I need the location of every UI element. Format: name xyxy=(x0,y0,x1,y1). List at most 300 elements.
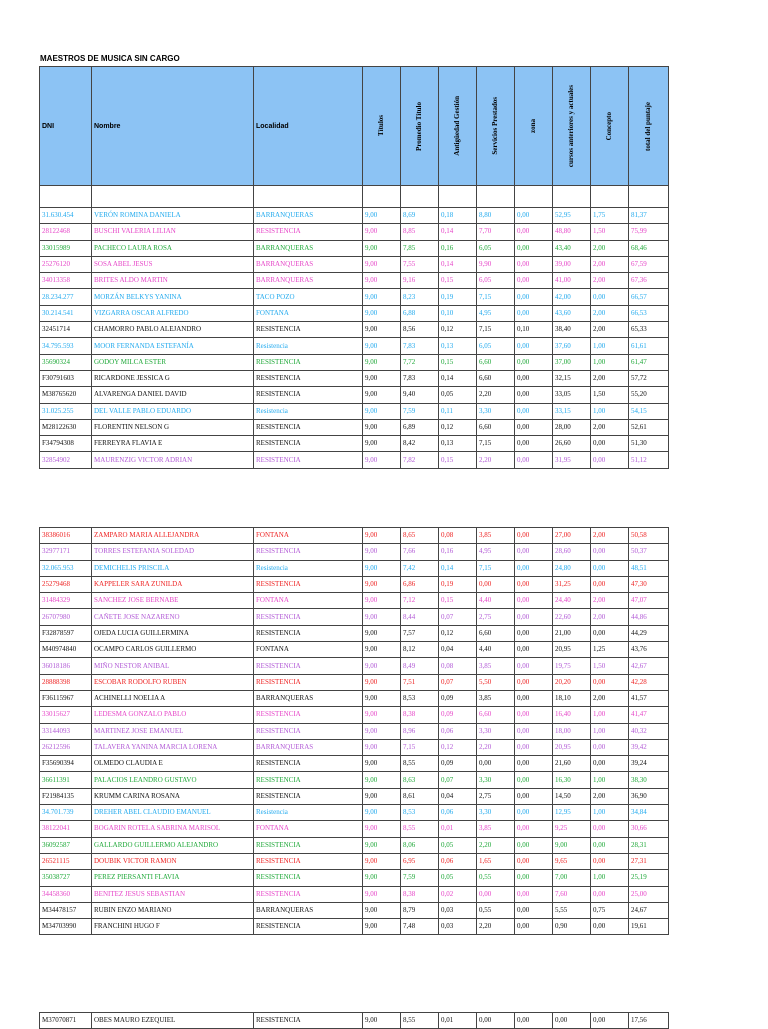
concepto-cell: 0,00 xyxy=(591,919,629,935)
cursos-cell: 43,60 xyxy=(553,305,591,321)
servicios-cell: 2,75 xyxy=(477,788,515,804)
concepto-cell: 1,00 xyxy=(591,354,629,370)
cursos-cell: 28,60 xyxy=(553,544,591,560)
servicios-cell: 4,95 xyxy=(477,305,515,321)
nombre-cell: SANCHEZ JOSE BERNABE xyxy=(92,593,254,609)
nombre-cell: MOOR FERNANDA ESTEFANÍA xyxy=(92,338,254,354)
total-cell: 52,61 xyxy=(629,419,669,435)
nombre-cell: FERREYRA FLAVIA E xyxy=(92,436,254,452)
titulos-cell: 9,00 xyxy=(363,739,401,755)
dni-cell: 32451714 xyxy=(40,322,92,338)
localidad-cell: RESISTENCIA xyxy=(254,419,363,435)
cursos-cell: 0,00 xyxy=(553,1013,591,1029)
table-row xyxy=(40,870,669,886)
dni-cell: 28888398 xyxy=(40,674,92,690)
titulos-cell: 9,00 xyxy=(363,674,401,690)
nombre-cell: LEDESMA GONZALO PABLO xyxy=(92,707,254,723)
titulos-cell: 9,00 xyxy=(363,609,401,625)
total-cell: 27,31 xyxy=(629,853,669,869)
dni-cell: 32.065.953 xyxy=(40,560,92,576)
nombre-cell: KAPPELER SARA ZUNILDA xyxy=(92,576,254,592)
empty-cell xyxy=(363,186,401,208)
nombre-cell: BRITES ALDO MARTIN xyxy=(92,273,254,289)
dni-cell: F34794308 xyxy=(40,436,92,452)
localidad-cell: BARRANQUERAS xyxy=(254,739,363,755)
promedio-cell: 8,06 xyxy=(401,837,439,853)
header-antiguedad-gestion: Antigüedad Gestión xyxy=(439,67,477,186)
cursos-cell: 9,00 xyxy=(553,837,591,853)
localidad-cell: BARRANQUERAS xyxy=(254,273,363,289)
servicios-cell: 1,65 xyxy=(477,853,515,869)
antiguedad-cell: 0,12 xyxy=(439,625,477,641)
concepto-cell: 1,00 xyxy=(591,338,629,354)
empty-cell xyxy=(477,186,515,208)
cursos-cell: 43,40 xyxy=(553,240,591,256)
localidad-cell: RESISTENCIA xyxy=(254,886,363,902)
titulos-cell: 9,00 xyxy=(363,625,401,641)
promedio-cell: 7,42 xyxy=(401,560,439,576)
concepto-cell: 0,00 xyxy=(591,625,629,641)
cursos-cell: 31,25 xyxy=(553,576,591,592)
titulos-cell: 9,00 xyxy=(363,902,401,918)
table-row xyxy=(40,240,669,256)
localidad-cell: FONTANA xyxy=(254,528,363,544)
titulos-cell: 9,00 xyxy=(363,1013,401,1029)
localidad-cell: RESISTENCIA xyxy=(254,919,363,935)
empty-cell xyxy=(439,186,477,208)
titulos-cell: 9,00 xyxy=(363,707,401,723)
zona-cell: 0,00 xyxy=(515,208,553,224)
zona-cell: 0,00 xyxy=(515,576,553,592)
antiguedad-cell: 0,07 xyxy=(439,609,477,625)
zona-cell: 0,00 xyxy=(515,739,553,755)
promedio-cell: 8,61 xyxy=(401,788,439,804)
table-row xyxy=(40,436,669,452)
servicios-cell: 2,20 xyxy=(477,837,515,853)
antiguedad-cell: 0,06 xyxy=(439,723,477,739)
nombre-cell: CAÑETE JOSE NAZARENO xyxy=(92,609,254,625)
antiguedad-cell: 0,03 xyxy=(439,902,477,918)
zona-cell: 0,00 xyxy=(515,902,553,918)
table-row xyxy=(40,354,669,370)
antiguedad-cell: 0,07 xyxy=(439,772,477,788)
zona-cell: 0,00 xyxy=(515,387,553,403)
cursos-cell: 21,00 xyxy=(553,625,591,641)
empty-cell xyxy=(629,186,669,208)
zona-cell: 0,00 xyxy=(515,560,553,576)
nombre-cell: BUSCHI VALERIA LILIAN xyxy=(92,224,254,240)
titulos-cell: 9,00 xyxy=(363,387,401,403)
table-row xyxy=(40,322,669,338)
promedio-cell: 7,59 xyxy=(401,870,439,886)
promedio-cell: 7,15 xyxy=(401,739,439,755)
servicios-cell: 7,70 xyxy=(477,224,515,240)
total-cell: 61,47 xyxy=(629,354,669,370)
nombre-cell: PALACIOS LEANDRO GUSTAVO xyxy=(92,772,254,788)
page-title: MAESTROS DE MUSICA SIN CARGO xyxy=(40,54,180,63)
table-row xyxy=(40,902,669,918)
servicios-cell: 3,30 xyxy=(477,723,515,739)
zona-cell: 0,00 xyxy=(515,593,553,609)
concepto-cell: 2,00 xyxy=(591,788,629,804)
concepto-cell: 0,00 xyxy=(591,436,629,452)
servicios-cell: 3,85 xyxy=(477,821,515,837)
dni-cell: F30791603 xyxy=(40,370,92,386)
dni-cell: 31.630.454 xyxy=(40,208,92,224)
total-cell: 44,86 xyxy=(629,609,669,625)
localidad-cell: FONTANA xyxy=(254,821,363,837)
table-row xyxy=(40,544,669,560)
titulos-cell: 9,00 xyxy=(363,452,401,468)
zona-cell: 0,00 xyxy=(515,452,553,468)
localidad-cell: RESISTENCIA xyxy=(254,1013,363,1029)
antiguedad-cell: 0,06 xyxy=(439,853,477,869)
promedio-cell: 8,12 xyxy=(401,642,439,658)
dni-cell: 25276120 xyxy=(40,256,92,272)
dni-cell: 26707980 xyxy=(40,609,92,625)
concepto-cell: 1,75 xyxy=(591,208,629,224)
dni-cell: 34458360 xyxy=(40,886,92,902)
titulos-cell: 9,00 xyxy=(363,853,401,869)
header-titulos: Títulos xyxy=(363,67,401,186)
total-cell: 25,19 xyxy=(629,870,669,886)
concepto-cell: 0,00 xyxy=(591,821,629,837)
servicios-cell: 6,60 xyxy=(477,419,515,435)
total-cell: 25,00 xyxy=(629,886,669,902)
zona-cell: 0,00 xyxy=(515,674,553,690)
servicios-cell: 7,15 xyxy=(477,436,515,452)
cursos-cell: 14,50 xyxy=(553,788,591,804)
servicios-cell: 0,55 xyxy=(477,870,515,886)
zona-cell: 0,00 xyxy=(515,338,553,354)
zona-cell: 0,00 xyxy=(515,224,553,240)
nombre-cell: TORRES ESTEFANIA SOLEDAD xyxy=(92,544,254,560)
localidad-cell: FONTANA xyxy=(254,593,363,609)
header-servicios-prestados: Servicios Prestados xyxy=(477,67,515,186)
antiguedad-cell: 0,09 xyxy=(439,756,477,772)
table-row xyxy=(40,821,669,837)
zona-cell: 0,00 xyxy=(515,370,553,386)
servicios-cell: 2,20 xyxy=(477,739,515,755)
dni-cell: 38386016 xyxy=(40,528,92,544)
total-cell: 54,15 xyxy=(629,403,669,419)
antiguedad-cell: 0,12 xyxy=(439,419,477,435)
servicios-cell: 2,75 xyxy=(477,609,515,625)
dni-cell: 32977171 xyxy=(40,544,92,560)
table-row xyxy=(40,576,669,592)
dni-cell: 34013358 xyxy=(40,273,92,289)
dni-cell: 31484329 xyxy=(40,593,92,609)
zona-cell: 0,00 xyxy=(515,870,553,886)
titulos-cell: 9,00 xyxy=(363,723,401,739)
dni-cell: 28122468 xyxy=(40,224,92,240)
promedio-cell: 8,63 xyxy=(401,772,439,788)
localidad-cell: RESISTENCIA xyxy=(254,609,363,625)
nombre-cell: RUBIN ENZO MARIANO xyxy=(92,902,254,918)
concepto-cell: 2,00 xyxy=(591,370,629,386)
promedio-cell: 6,88 xyxy=(401,305,439,321)
dni-cell: 38122041 xyxy=(40,821,92,837)
total-cell: 39,42 xyxy=(629,739,669,755)
antiguedad-cell: 0,16 xyxy=(439,240,477,256)
localidad-cell: RESISTENCIA xyxy=(254,354,363,370)
nombre-cell: ZAMPARO MARIA ALLEJANDRA xyxy=(92,528,254,544)
titulos-cell: 9,00 xyxy=(363,788,401,804)
teachers-table-main xyxy=(39,66,669,469)
zona-cell: 0,00 xyxy=(515,289,553,305)
servicios-cell: 6,60 xyxy=(477,625,515,641)
total-cell: 42,28 xyxy=(629,674,669,690)
servicios-cell: 6,60 xyxy=(477,370,515,386)
cursos-cell: 12,95 xyxy=(553,805,591,821)
antiguedad-cell: 0,19 xyxy=(439,576,477,592)
concepto-cell: 0,00 xyxy=(591,886,629,902)
cursos-cell: 37,60 xyxy=(553,338,591,354)
zona-cell: 0,00 xyxy=(515,403,553,419)
nombre-cell: PACHECO LAURA ROSA xyxy=(92,240,254,256)
dni-cell: 31.025.255 xyxy=(40,403,92,419)
table-row xyxy=(40,837,669,853)
nombre-cell: BENITEZ JESUS SEBASTIAN xyxy=(92,886,254,902)
localidad-cell: RESISTENCIA xyxy=(254,837,363,853)
zona-cell: 0,00 xyxy=(515,354,553,370)
promedio-cell: 9,16 xyxy=(401,273,439,289)
servicios-cell: 7,15 xyxy=(477,289,515,305)
nombre-cell: OJEDA LUCIA GUILLERMINA xyxy=(92,625,254,641)
titulos-cell: 9,00 xyxy=(363,544,401,560)
localidad-cell: RESISTENCIA xyxy=(254,370,363,386)
total-cell: 50,37 xyxy=(629,544,669,560)
total-cell: 36,90 xyxy=(629,788,669,804)
promedio-cell: 8,38 xyxy=(401,707,439,723)
localidad-cell: RESISTENCIA xyxy=(254,870,363,886)
zona-cell: 0,10 xyxy=(515,322,553,338)
nombre-cell: SOSA ABEL JESUS xyxy=(92,256,254,272)
servicios-cell: 0,00 xyxy=(477,756,515,772)
promedio-cell: 8,53 xyxy=(401,805,439,821)
table-row xyxy=(40,305,669,321)
empty-cell xyxy=(515,186,553,208)
zona-cell: 0,00 xyxy=(515,436,553,452)
empty-cell xyxy=(553,186,591,208)
titulos-cell: 9,00 xyxy=(363,338,401,354)
antiguedad-cell: 0,14 xyxy=(439,224,477,240)
nombre-cell: BOGARIN ROTELA SABRINA MARISOL xyxy=(92,821,254,837)
nombre-cell: DEMICHELIS PRISCILA xyxy=(92,560,254,576)
localidad-cell: RESISTENCIA xyxy=(254,387,363,403)
promedio-cell: 8,53 xyxy=(401,690,439,706)
antiguedad-cell: 0,11 xyxy=(439,403,477,419)
total-cell: 34,84 xyxy=(629,805,669,821)
localidad-cell: Resistencia xyxy=(254,805,363,821)
total-cell: 51,30 xyxy=(629,436,669,452)
promedio-cell: 8,42 xyxy=(401,436,439,452)
total-cell: 43,76 xyxy=(629,642,669,658)
localidad-cell: RESISTENCIA xyxy=(254,788,363,804)
localidad-cell: Resistencia xyxy=(254,560,363,576)
localidad-cell: RESISTENCIA xyxy=(254,772,363,788)
dni-cell: M34703990 xyxy=(40,919,92,935)
nombre-cell: GODOY MILCA ESTER xyxy=(92,354,254,370)
servicios-cell: 4,40 xyxy=(477,593,515,609)
total-cell: 24,67 xyxy=(629,902,669,918)
titulos-cell: 9,00 xyxy=(363,208,401,224)
promedio-cell: 8,65 xyxy=(401,528,439,544)
localidad-cell: RESISTENCIA xyxy=(254,224,363,240)
dni-cell: F21984135 xyxy=(40,788,92,804)
zona-cell: 0,00 xyxy=(515,419,553,435)
zona-cell: 0,00 xyxy=(515,723,553,739)
nombre-cell: FRANCHINI HUGO F xyxy=(92,919,254,935)
antiguedad-cell: 0,15 xyxy=(439,273,477,289)
localidad-cell: RESISTENCIA xyxy=(254,436,363,452)
servicios-cell: 8,80 xyxy=(477,208,515,224)
cursos-cell: 26,60 xyxy=(553,436,591,452)
servicios-cell: 3,30 xyxy=(477,805,515,821)
promedio-cell: 8,44 xyxy=(401,609,439,625)
spacer-row xyxy=(40,186,669,208)
promedio-cell: 8,55 xyxy=(401,821,439,837)
table-row xyxy=(40,452,669,468)
titulos-cell: 9,00 xyxy=(363,658,401,674)
table-row xyxy=(40,788,669,804)
localidad-cell: FONTANA xyxy=(254,305,363,321)
antiguedad-cell: 0,05 xyxy=(439,870,477,886)
zona-cell: 0,00 xyxy=(515,609,553,625)
localidad-cell: BARRANQUERAS xyxy=(254,690,363,706)
total-cell: 66,57 xyxy=(629,289,669,305)
localidad-cell: BARRANQUERAS xyxy=(254,208,363,224)
total-cell: 66,53 xyxy=(629,305,669,321)
zona-cell: 0,00 xyxy=(515,821,553,837)
antiguedad-cell: 0,15 xyxy=(439,354,477,370)
zona-cell: 0,00 xyxy=(515,756,553,772)
nombre-cell: VERÓN ROMINA DANIELA xyxy=(92,208,254,224)
servicios-cell: 7,15 xyxy=(477,322,515,338)
cursos-cell: 18,10 xyxy=(553,690,591,706)
concepto-cell: 0,00 xyxy=(591,739,629,755)
concepto-cell: 0,00 xyxy=(591,837,629,853)
table-row xyxy=(40,625,669,641)
table-row xyxy=(40,419,669,435)
cursos-cell: 28,00 xyxy=(553,419,591,435)
cursos-cell: 20,20 xyxy=(553,674,591,690)
table-row xyxy=(40,387,669,403)
zona-cell: 0,00 xyxy=(515,544,553,560)
table-row xyxy=(40,609,669,625)
titulos-cell: 9,00 xyxy=(363,772,401,788)
dni-cell: 36018186 xyxy=(40,658,92,674)
table-row xyxy=(40,642,669,658)
table-row xyxy=(40,403,669,419)
table-row xyxy=(40,772,669,788)
concepto-cell: 2,00 xyxy=(591,609,629,625)
promedio-cell: 7,83 xyxy=(401,370,439,386)
cursos-cell: 9,65 xyxy=(553,853,591,869)
titulos-cell: 9,00 xyxy=(363,642,401,658)
promedio-cell: 7,48 xyxy=(401,919,439,935)
cursos-cell: 48,80 xyxy=(553,224,591,240)
titulos-cell: 9,00 xyxy=(363,837,401,853)
concepto-cell: 2,00 xyxy=(591,593,629,609)
concepto-cell: 2,00 xyxy=(591,273,629,289)
promedio-cell: 8,56 xyxy=(401,322,439,338)
concepto-cell: 2,00 xyxy=(591,690,629,706)
cursos-cell: 0,90 xyxy=(553,919,591,935)
titulos-cell: 9,00 xyxy=(363,370,401,386)
nombre-cell: OBES MAURO EZEQUIEL xyxy=(92,1013,254,1029)
total-cell: 38,30 xyxy=(629,772,669,788)
empty-cell xyxy=(401,186,439,208)
nombre-cell: MIÑO NESTOR ANIBAL xyxy=(92,658,254,674)
cursos-cell: 19,75 xyxy=(553,658,591,674)
total-cell: 48,51 xyxy=(629,560,669,576)
total-cell: 30,66 xyxy=(629,821,669,837)
total-cell: 57,72 xyxy=(629,370,669,386)
total-cell: 39,24 xyxy=(629,756,669,772)
zona-cell: 0,00 xyxy=(515,919,553,935)
titulos-cell: 9,00 xyxy=(363,354,401,370)
table-row xyxy=(40,370,669,386)
promedio-cell: 8,55 xyxy=(401,1013,439,1029)
table-row xyxy=(40,919,669,935)
total-cell: 47,30 xyxy=(629,576,669,592)
servicios-cell: 3,30 xyxy=(477,772,515,788)
promedio-cell: 7,85 xyxy=(401,240,439,256)
total-cell: 75,99 xyxy=(629,224,669,240)
total-cell: 81,37 xyxy=(629,208,669,224)
titulos-cell: 9,00 xyxy=(363,593,401,609)
zona-cell: 0,00 xyxy=(515,690,553,706)
concepto-cell: 0,00 xyxy=(591,560,629,576)
titulos-cell: 9,00 xyxy=(363,289,401,305)
localidad-cell: Resistencia xyxy=(254,338,363,354)
servicios-cell: 2,20 xyxy=(477,919,515,935)
titulos-cell: 9,00 xyxy=(363,256,401,272)
zona-cell: 0,00 xyxy=(515,772,553,788)
servicios-cell: 6,05 xyxy=(477,338,515,354)
table-row xyxy=(40,560,669,576)
promedio-cell: 9,40 xyxy=(401,387,439,403)
table-row xyxy=(40,886,669,902)
dni-cell: M40974840 xyxy=(40,642,92,658)
antiguedad-cell: 0,04 xyxy=(439,642,477,658)
teachers-table-second xyxy=(39,527,669,935)
concepto-cell: 1,00 xyxy=(591,723,629,739)
servicios-cell: 6,05 xyxy=(477,240,515,256)
dni-cell: 35690324 xyxy=(40,354,92,370)
empty-cell xyxy=(92,186,254,208)
antiguedad-cell: 0,09 xyxy=(439,690,477,706)
zona-cell: 0,00 xyxy=(515,886,553,902)
concepto-cell: 0,75 xyxy=(591,902,629,918)
nombre-cell: MAURENZIG VICTOR ADRIAN xyxy=(92,452,254,468)
table-row xyxy=(40,674,669,690)
antiguedad-cell: 0,12 xyxy=(439,322,477,338)
titulos-cell: 9,00 xyxy=(363,528,401,544)
dni-cell: 33015627 xyxy=(40,707,92,723)
header-nombre: Nombre xyxy=(92,67,254,186)
concepto-cell: 0,00 xyxy=(591,544,629,560)
antiguedad-cell: 0,08 xyxy=(439,658,477,674)
header-row xyxy=(40,67,669,186)
concepto-cell: 2,00 xyxy=(591,322,629,338)
antiguedad-cell: 0,07 xyxy=(439,674,477,690)
antiguedad-cell: 0,05 xyxy=(439,837,477,853)
nombre-cell: ALVARENGA DANIEL DAVID xyxy=(92,387,254,403)
concepto-cell: 0,00 xyxy=(591,576,629,592)
dni-cell: 36092587 xyxy=(40,837,92,853)
